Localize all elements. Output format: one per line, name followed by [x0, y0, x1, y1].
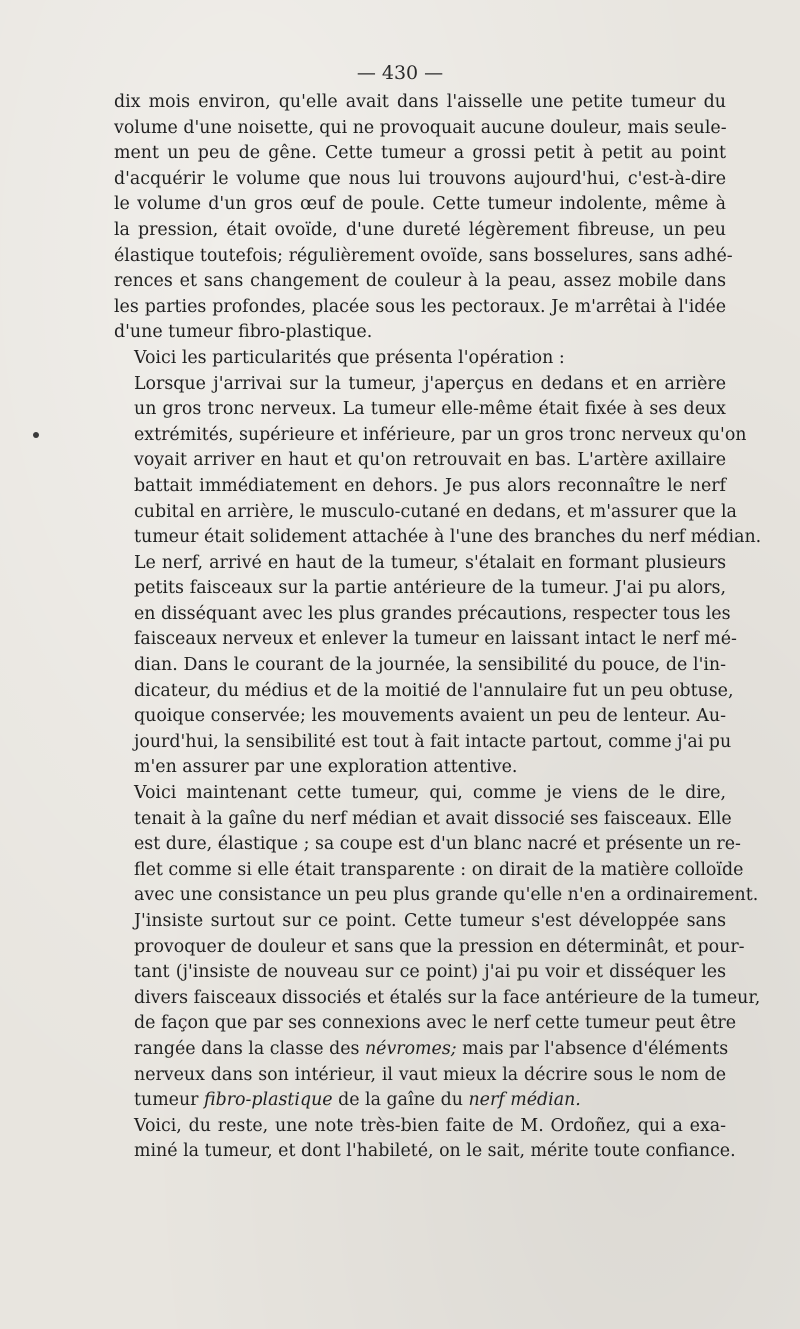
text-line: extrémités, supérieure et inférieure, par un gros tronc nerveux qu'on [134, 424, 747, 445]
text-line: battait immédiatement en dehors. Je pus alors reconnaître le nerf [134, 475, 726, 496]
text-segment: tumeur [134, 1090, 205, 1111]
text-line: est dure, élastique ; sa coupe est d'un blanc nacré et présente un re- [134, 834, 741, 855]
text-line: d'acquérir le volume que nous lui trouvons aujourd'hui, c'est-à-dire [114, 168, 726, 189]
text-line: flet comme si elle était transparente : on dirait de la matière colloïde [134, 859, 744, 880]
text-line: un gros tronc nerveux. La tumeur elle-même était fixée à ses deux [134, 399, 726, 420]
text-line: m'en assurer par une exploration attentive. [134, 757, 518, 778]
text-line: la pression, était ovoïde, d'une dureté légèrement fibreuse, un peu [114, 219, 726, 240]
text-line: miné la tumeur, et dont l'habileté, on le sait, mérite toute confiance. [134, 1141, 736, 1162]
text-line: le volume d'un gros œuf de poule. Cette tumeur indolente, même à [114, 194, 726, 215]
text-line: Voici maintenant cette tumeur, qui, comme je viens de le dire, [134, 783, 726, 804]
text-line: tumeur était solidement attachée à l'une des branches du nerf médian. [134, 527, 762, 548]
paragraph [114, 909, 761, 1114]
text-line: quoique conservée; les mouvements avaient un peu de lenteur. Au- [134, 706, 726, 727]
ink-speck [33, 432, 39, 438]
text-line: volume d'une noisette, qui ne provoquait aucune douleur, mais seule- [114, 117, 727, 138]
text-line: provoquer de douleur et sans que la pression en déterminât, et pour- [134, 936, 745, 957]
text-line: faisceaux nerveux et enlever la tumeur en laissant intact le nerf mé- [134, 629, 737, 650]
text-line: jourd'hui, la sensibilité est tout à fait intacte partout, comme j'ai pu [134, 731, 732, 752]
text-line: dicateur, du médius et de la moitié de l'annulaire fut un peu obtuse, [134, 680, 734, 701]
italic-term: névromes; [364, 1038, 457, 1059]
body-text [114, 90, 762, 1165]
paragraph [114, 372, 762, 782]
text-line: élastique toutefois; régulièrement ovoïde, sans bosselures, sans adhé- [114, 245, 733, 266]
text-line: Voici, du reste, une note très-bien faite de M. Ordoñez, qui a exa- [134, 1115, 726, 1136]
paragraph [114, 781, 759, 909]
text-line: rences et sans changement de couleur à la peau, assez mobile dans [114, 271, 726, 292]
text-line: avec une consistance un peu plus grande qu'elle n'en a ordinairement. [134, 885, 759, 906]
text-line: tant (j'insiste de nouveau sur ce point) j'ai pu voir et disséquer les [134, 962, 726, 983]
text-line: J'insiste surtout sur ce point. Cette tumeur s'est développée sans [134, 911, 726, 931]
text-line: nerveux dans son intérieur, il vaut mieux la décrire sous le nom de [134, 1064, 726, 1085]
text-line: divers faisceaux dissociés et étalés sur la face antérieure de la tumeur, [134, 987, 761, 1008]
text-segment: rangée dans la classe des [134, 1038, 365, 1059]
text-line: dix mois environ, qu'elle avait dans l'aisselle une petite tumeur du [114, 92, 726, 112]
text-line: tenait à la gaîne du nerf médian et avait dissocié ses faisceaux. Elle [134, 808, 732, 829]
text-line: voyait arriver en haut et qu'on retrouvait en bas. L'artère axillaire [134, 450, 726, 471]
italic-term: fibro-plastique [204, 1090, 333, 1111]
text-line: ment un peu de gêne. Cette tumeur a grossi petit à petit au point [114, 143, 726, 164]
page-number: — 430 — [356, 62, 444, 84]
text-segment: de la gaîne du [332, 1090, 469, 1111]
text-line: d'une tumeur fibro-plastique. [114, 322, 373, 343]
text-line: petits faisceaux sur la partie antérieure de la tumeur. J'ai pu alors, [134, 578, 726, 599]
text-line: Voici les particularités que présenta l'opération : [134, 347, 565, 368]
text-line: cubital en arrière, le musculo-cutané en dedans, et m'assurer que la [134, 501, 737, 522]
text-line [114, 1037, 729, 1063]
paragraph [114, 1114, 736, 1165]
text-line: en disséquant avec les plus grandes précautions, respecter tous les [134, 603, 731, 624]
text-line: Lorsque j'arrivai sur la tumeur, j'aperçus en dedans et en arrière [134, 373, 726, 394]
italic-term: nerf médian. [468, 1090, 581, 1111]
paragraph [114, 90, 733, 346]
text-segment: mais par l'absence d'éléments [456, 1038, 729, 1059]
text-line: dian. Dans le courant de la journée, la sensibilité du pouce, de l'in- [134, 655, 726, 676]
paragraph [114, 346, 726, 372]
text-line [114, 1088, 726, 1114]
text-line: Le nerf, arrivé en haut de la tumeur, s'étalait en formant plusieurs [134, 552, 726, 573]
text-line: les parties profondes, placée sous les pectoraux. Je m'arrêtai à l'idée [114, 296, 726, 317]
text-line: de façon que par ses connexions avec le nerf cette tumeur peut être [134, 1013, 737, 1034]
